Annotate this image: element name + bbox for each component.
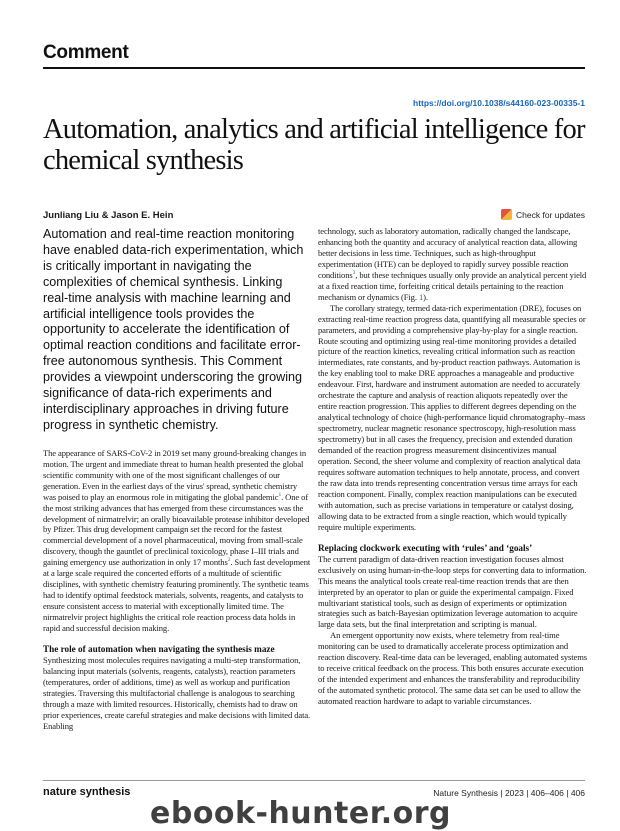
citation-ref[interactable]: 3 bbox=[352, 269, 356, 276]
paragraph-body: An emergent opportunity now exists, where telemetry from real-time monitoring can be used to dramatically accelerate process optimization and reaction discovery. Real-time data can be leveraged, enabling automated systems to receive critical feedback on the process. This both ensures accurate execution of the intended experiment and enhances the transferability and reproducibility of the automated synthetic protocol. The same data set can be used to allow the automated reaction hardware to adapt to variable circumstances. bbox=[318, 630, 587, 707]
paragraph-intro bbox=[43, 448, 311, 634]
paragraph-text: ). bbox=[423, 291, 428, 302]
paragraph-text: technology, such as laboratory automation, radically changed the landscape, enhancing both the quantity and accuracy of analytical reaction data, allowing better decisions in less time. Techniques, such as high-throughput experimentation (HTE) can be deployed to rapidly survey possible reaction conditions bbox=[318, 226, 578, 280]
standfirst: Automation and real-time reaction monitoring have enabled data-rich experimentation, which is critically important in navigating the complexities of chemical synthesis. Linking real-time analysis with machine learning and artificial intelligence tools provides the opportunity to accelerate the identification of optimal reaction conditions and facilitate error-free autonomous synthesis. This Comment provides a viewpoint underscoring the growing significance of data-rich experiments and interdisciplinary approaches in driving future progress in synthetic chemistry. bbox=[43, 227, 304, 432]
authors: Junliang Liu & Jason E. Hein bbox=[43, 210, 174, 221]
section-heading: Replacing clockwork executing with ‘rules’ and ‘goals’ bbox=[318, 542, 533, 553]
header-rule bbox=[43, 67, 585, 69]
check-updates-icon bbox=[501, 209, 512, 220]
check-for-updates-button[interactable] bbox=[501, 209, 585, 220]
footer-rule bbox=[43, 780, 585, 781]
citation-ref[interactable]: 1 bbox=[278, 491, 282, 498]
section-heading: The role of automation when navigating the synthesis maze bbox=[43, 643, 275, 654]
figure-ref[interactable]: 1 bbox=[418, 291, 424, 302]
right-column bbox=[318, 226, 587, 707]
paragraph-text: . Such fast development at a large scale required the concerted efforts of a multitude of scientific disciplines, with synthetic chemistry featuring prominently. The synthetic teams had to identify optimal feedstock materials, solvents, reagents, and catalysts to ensure consistent access to material with exceptionally limited time. The nirmatrelvir project highlights the critical role reaction process data holds in rapid and successful decision making. bbox=[43, 557, 311, 634]
journal-logo: nature synthesis bbox=[43, 786, 131, 798]
check-updates-label: Check for updates bbox=[516, 209, 585, 220]
article-title: Automation, analytics and artificial intelligence for chemical synthesis bbox=[43, 114, 585, 176]
paragraph-text: . One of the most striking advances that has emerged from these circumstances was the development of nirmatrelvir; an orally bioavailable protease inhibitor developed by Pfizer. This drug development campaign set the record for the fastest commercial development of a novel pharmaceutical, moving from small-scale discovery, though the gauntlet of preclinical toxicology, phase I–III trials and gaining emergency use authorization in only 17 months bbox=[43, 491, 310, 568]
page-info: Nature Synthesis | 2023 | 406–406 | 406 bbox=[433, 788, 585, 798]
paragraph-body: The current paradigm of data-driven reaction investigation focuses almost exclusively on using human-in-the-loop steps for converting data to information. This means the analytical tools create real-time reaction trends that are then interpreted by an operator to plan or guide the experimental campaign. Fixed multivariant statistical tools, such as design of experiments or optimization strategies such as batch-Bayesian optimization leverage automation to acquire large data sets, but the final interpretation and scripting is manual. bbox=[318, 553, 587, 630]
section-label: Comment bbox=[43, 42, 129, 63]
watermark: ebook-hunter.org bbox=[150, 796, 451, 831]
paragraph-body: Synthesizing most molecules requires navigating a multi-step transformation, balancing input materials (solvents, reagents, catalysts), reaction parameters (temperatures, order of additions, time) as well as workup and purification strategies. Traversing this multifactorial challenge is analogous to searching through a maze with limited resources. Historically, chemists had to draw on prior experiences, create careful strategies and make decisions with limited data. Enabling bbox=[43, 654, 311, 731]
paragraph-text: The appearance of SARS-CoV-2 in 2019 set many ground-breaking changes in motion. The urgent and immediate threat to human health presented the global scientific community with one of the most significant challenges of our generation. Even in the earliest days of the virus' spread, synthetic chemistry was poised to play an enormous role in mitigating the global pandemic bbox=[43, 447, 307, 502]
paragraph-body: The corollary strategy, termed data-rich experimentation (DRE), focuses on extracting real-time reaction progress data, quantifying all measurable species or parameters, and providing a comprehensive play-by-play for a single reaction. Route scouting and optimizing using real-time monitoring provides a detailed picture of the reaction kinetics, revealing critical information such as reaction intermediates, rate constants, and by-product reaction pathways. Automation is the key enabling tool to make DRE approaches a manageable and productive endeavour. First, hardware and instrument automation are needed to accurately orchestrate the capture and analysis of reaction aliquots repeatedly over the entire reaction progression. This applies to different degrees depending on the analytical technology of choice (high-performance liquid chromatography–mass spectrometry, nuclear magnetic resonance spectroscopy, high-resolution mass spectrometry) but in all cases the frequency, precision and extended duration demanded of the reaction progress measurement disincentivizes manual operation. Second, the sheer volume and complexity of reaction analytical data requires software automation techniques to help annotate, process, and convert the raw data into trends representing concentration versus time arrays for each reaction component. Finally, complex reaction manipulations can be executed with automation, such as precise variations in temperature or catalyst dosing, allowing data to be extracted from a single reaction, which would typically require multiple experiments. bbox=[318, 302, 586, 532]
paragraph-continued bbox=[318, 226, 587, 303]
paragraph-text: , but these techniques usually only provide an analytical percent yield at a fixed reaction time, forfeiting critical details pertaining to the reaction mechanism or dynamics (Fig. bbox=[318, 269, 587, 302]
doi-link[interactable]: https://doi.org/10.1038/s44160-023-00335-1 bbox=[413, 98, 585, 108]
left-column bbox=[43, 227, 311, 732]
citation-ref[interactable]: 2 bbox=[227, 557, 231, 564]
